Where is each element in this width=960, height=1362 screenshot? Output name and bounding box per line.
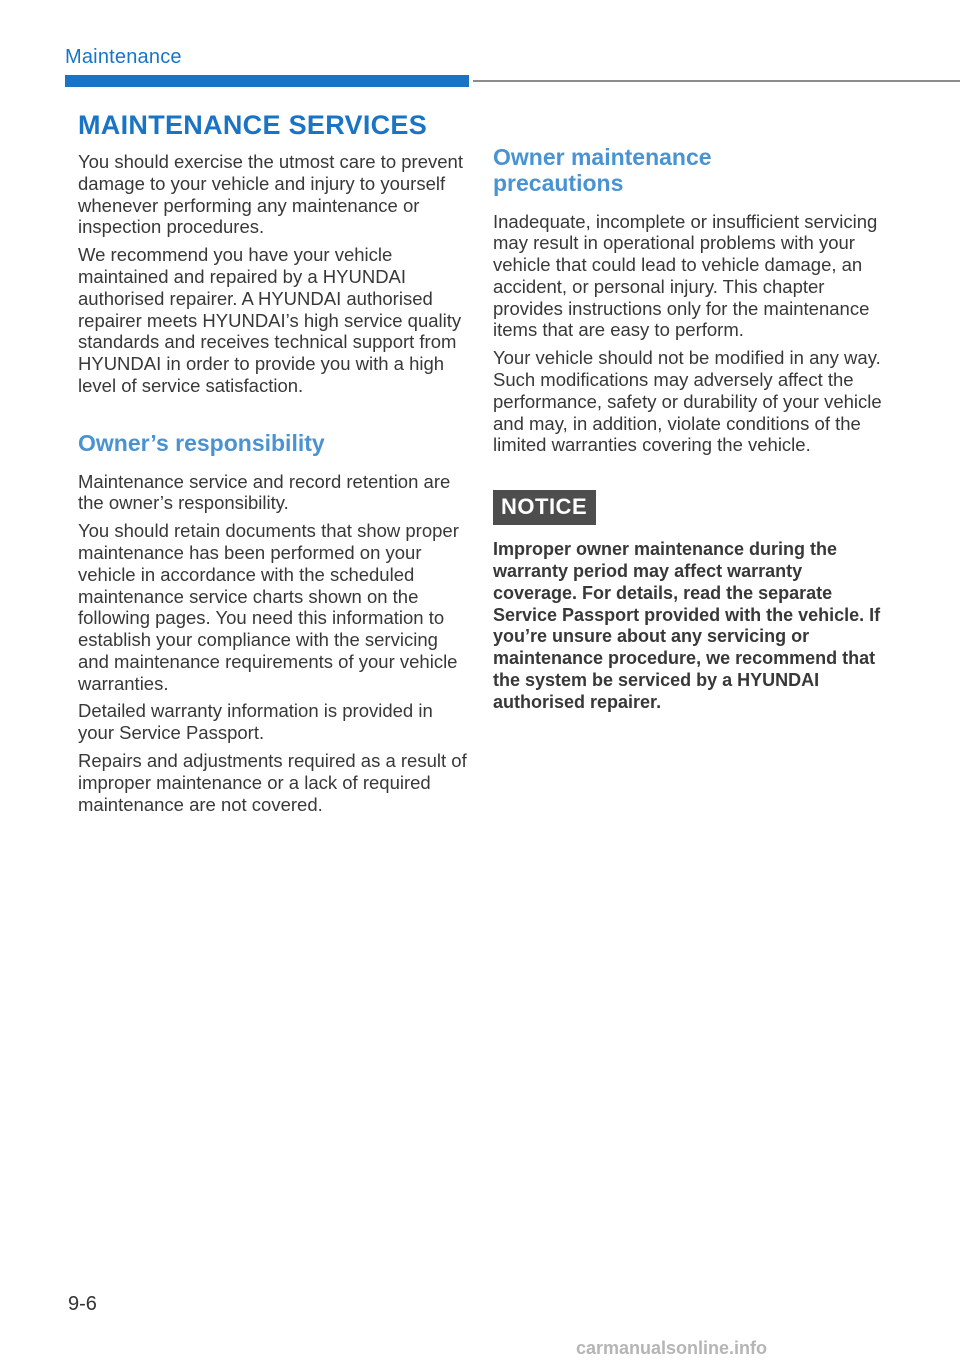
right-column [493, 145, 888, 714]
header-rule-divider [473, 80, 960, 82]
precautions-paragraph: Your vehicle should not be modified in any way. Such modifications may adversely affect the performance, safety or durability of your vehicle and may, in addition, violate conditions of the limited warranties covering the vehicle. [493, 347, 882, 456]
page-number: 9-6 [68, 1293, 97, 1315]
intro-paragraph: You should exercise the utmost care to prevent damage to your vehicle and injury to yourself whenever performing any maintenance or inspection procedures. [78, 151, 463, 238]
heading-line: precautions [493, 169, 624, 196]
notice-text: Improper owner maintenance during the warranty period may affect warranty coverage. For details, read the separate Service Passport provided with the vehicle. If you’re unsure about any servicing or maintenance procedure, we recommend that the system be serviced by a HYUNDAI authorised repairer. [493, 539, 881, 712]
owner-maintenance-precautions-heading [493, 145, 888, 197]
page-title: MAINTENANCE SERVICES [78, 110, 428, 140]
notice-badge: NOTICE [493, 490, 596, 525]
intro-paragraph: We recommend you have your vehicle maintained and repaired by a HYUNDAI authorised repairer. A HYUNDAI authorised repairer meets HYUNDAI’s high service quality standards and receives technical support from HYUNDAI in order to provide you with a high level of service satisfaction. [78, 244, 462, 396]
precautions-paragraph: Inadequate, incomplete or insufficient servicing may result in operational problems with your vehicle that could lead to vehicle damage, an accident, or personal injury. This chapter provides instructions only for the maintenance items that are easy to perform. [493, 210, 878, 341]
responsibility-paragraph: Detailed warranty information is provided in your Service Passport. [78, 700, 433, 744]
owners-responsibility-heading: Owner’s responsibility [78, 429, 325, 456]
responsibility-paragraph: You should retain documents that show proper maintenance has been performed on your vehicle in accordance with the scheduled maintenance service charts shown on the following pages. You need this information to establish your compliance with the servicing and maintenance requirements of your vehicle warranties. [78, 520, 459, 694]
responsibility-paragraph: Maintenance service and record retention are the owner’s responsibility. [78, 470, 451, 514]
left-column [78, 110, 468, 821]
responsibility-paragraph: Repairs and adjustments required as a result of improper maintenance or a lack of required maintenance are not covered. [78, 750, 467, 815]
header-rule-accent [65, 75, 469, 87]
section-header-title: Maintenance [65, 46, 182, 68]
watermark: carmanualsonline.info [576, 1338, 768, 1358]
heading-line: Owner maintenance [493, 144, 712, 170]
